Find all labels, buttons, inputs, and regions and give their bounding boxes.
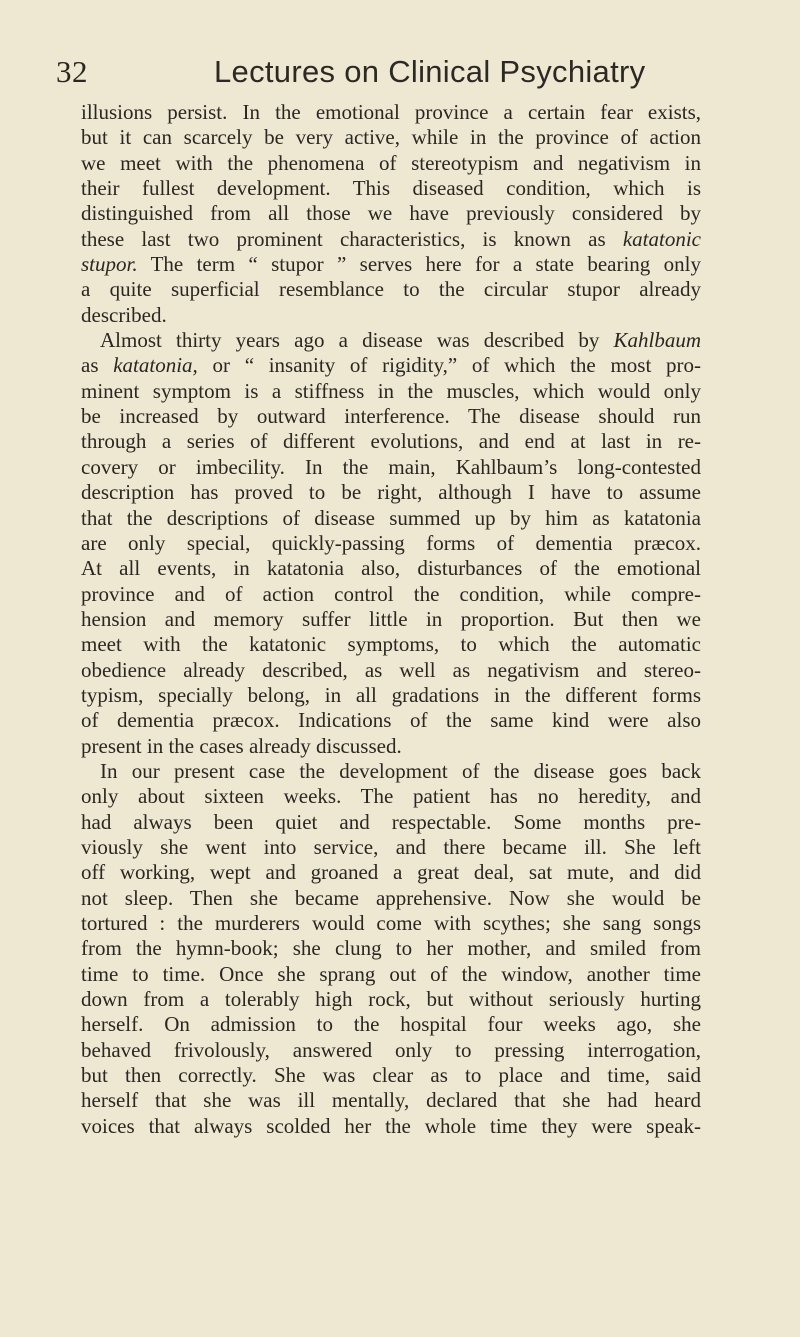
text-line — [81, 227, 701, 252]
text-line — [81, 151, 701, 176]
text-line — [81, 429, 701, 454]
text-run: herself. On admission to the hospital four weeks ago, she — [81, 1012, 701, 1037]
text-run: At all events, in katatonia also, disturbances of the emotional — [81, 556, 701, 581]
text-run: The term “ stupor ” serves here for a state bearing only — [137, 252, 701, 277]
running-header — [56, 46, 700, 98]
text-run: had always been quiet and respectable. Some months pre- — [81, 809, 701, 834]
text-run: their fullest development. This diseased condition, which is — [81, 176, 701, 201]
text-run: from the hymn-book; she clung to her mother, and smiled from — [81, 936, 701, 961]
text-run: illusions persist. In the emotional province a certain fear exists, — [81, 100, 701, 124]
text-line — [81, 379, 701, 404]
text-line — [81, 404, 701, 429]
text-run: or “ insanity of rigidity,” of which the most pro- — [197, 353, 701, 378]
text-run: a quite superficial resemblance to the circular stupor already — [81, 277, 701, 302]
text-line — [81, 607, 701, 632]
text-run: behaved frivolously, answered only to pressing interrogation, — [81, 1037, 701, 1062]
text-run: not sleep. Then she became apprehensive. Now she would be — [81, 885, 701, 910]
text-run: only about sixteen weeks. The patient has no heredity, and — [81, 784, 701, 809]
text-line — [81, 328, 701, 353]
text-run: down from a tolerably high rock, but without seriously hurting — [81, 987, 701, 1012]
text-line — [81, 683, 701, 708]
text-run: of dementia præcox. Indications of the same kind were also — [81, 708, 701, 733]
text-run: In our present case the development of the disease goes back — [100, 758, 701, 783]
text-line — [81, 784, 701, 809]
text-run: minent symptom is a stiffness in the muscles, which would only — [81, 378, 701, 403]
text-line — [81, 962, 701, 987]
text-run: but then correctly. She was clear as to place and time, said — [81, 1063, 701, 1088]
italic-text: Kahlbaum — [613, 328, 701, 353]
text-run: tortured : the murderers would come with scythes; she sang songs — [81, 911, 701, 935]
text-line — [81, 353, 701, 378]
text-run: voices that always scolded her the whole time they were speak- — [81, 1113, 701, 1138]
text-run: province and of action control the condition, while compre- — [81, 581, 701, 606]
text-line — [81, 860, 701, 885]
text-line — [81, 277, 701, 302]
text-line — [81, 582, 701, 607]
text-line — [81, 936, 701, 961]
text-line — [81, 1063, 701, 1088]
text-line — [81, 556, 701, 581]
text-line — [81, 201, 701, 226]
text-run: meet with the katatonic symptoms, to which the automatic — [81, 632, 701, 657]
text-line — [81, 734, 701, 759]
text-line — [81, 911, 701, 936]
text-line — [81, 125, 701, 150]
italic-text: katatonic — [622, 226, 701, 251]
text-line — [81, 100, 701, 125]
text-run: Almost thirty years ago a disease was described by — [100, 328, 614, 353]
text-run: off working, wept and groaned a great deal, sat mute, and did — [81, 860, 701, 885]
italic-text: stupor. — [81, 252, 138, 277]
text-run: as — [81, 353, 114, 378]
text-line — [81, 506, 701, 531]
text-run: that the descriptions of disease summed up by him as katatonia — [81, 505, 701, 530]
text-line — [81, 480, 701, 505]
text-line — [81, 455, 701, 480]
text-line — [81, 303, 701, 328]
page-number: 32 — [56, 54, 88, 89]
text-run: typism, specially belong, in all gradations in the different forms — [81, 682, 701, 707]
text-line — [81, 835, 701, 860]
text-run: through a series of different evolutions, and end at last in re- — [81, 429, 701, 454]
text-run: but it can scarcely be very active, while in the province of action — [81, 125, 701, 150]
text-line — [81, 810, 701, 835]
text-line — [81, 1114, 701, 1139]
text-run: present in the cases already discussed. — [81, 733, 402, 758]
running-title: Lectures on Clinical Psychiatry — [214, 54, 646, 89]
text-run: are only special, quickly-passing forms of dementia præcox. — [81, 530, 701, 555]
text-run: distinguished from all those we have previously considered by — [81, 201, 701, 226]
text-line — [81, 1012, 701, 1037]
italic-text: katatonia, — [113, 353, 198, 378]
text-line — [81, 531, 701, 556]
text-line — [81, 708, 701, 733]
text-line — [81, 1088, 701, 1113]
text-run: description has proved to be right, although I have to assume — [81, 480, 701, 505]
text-line — [81, 176, 701, 201]
text-line — [81, 658, 701, 683]
body-text — [81, 100, 701, 1139]
text-line — [81, 1038, 701, 1063]
text-run: herself that she was ill mentally, declared that she had heard — [81, 1088, 701, 1113]
text-run: these last two prominent characteristics, is known as — [81, 226, 623, 251]
text-run: be increased by outward interference. The disease should run — [81, 404, 701, 429]
text-run: obedience already described, as well as negativism and stereo- — [81, 657, 701, 682]
text-run: covery or imbecility. In the main, Kahlbaum’s long-contested — [81, 454, 701, 479]
text-run: hension and memory suffer little in proportion. But then we — [81, 606, 701, 631]
text-line — [81, 759, 701, 784]
text-run: time to time. Once she sprang out of the window, another time — [81, 961, 701, 986]
text-line — [81, 987, 701, 1012]
text-line — [81, 252, 701, 277]
text-run: we meet with the phenomena of stereotypism and negativism in — [81, 150, 701, 175]
text-line — [81, 632, 701, 657]
text-line — [81, 886, 701, 911]
text-run: viously she went into service, and there became ill. She left — [81, 834, 701, 859]
text-run: described. — [81, 302, 167, 327]
